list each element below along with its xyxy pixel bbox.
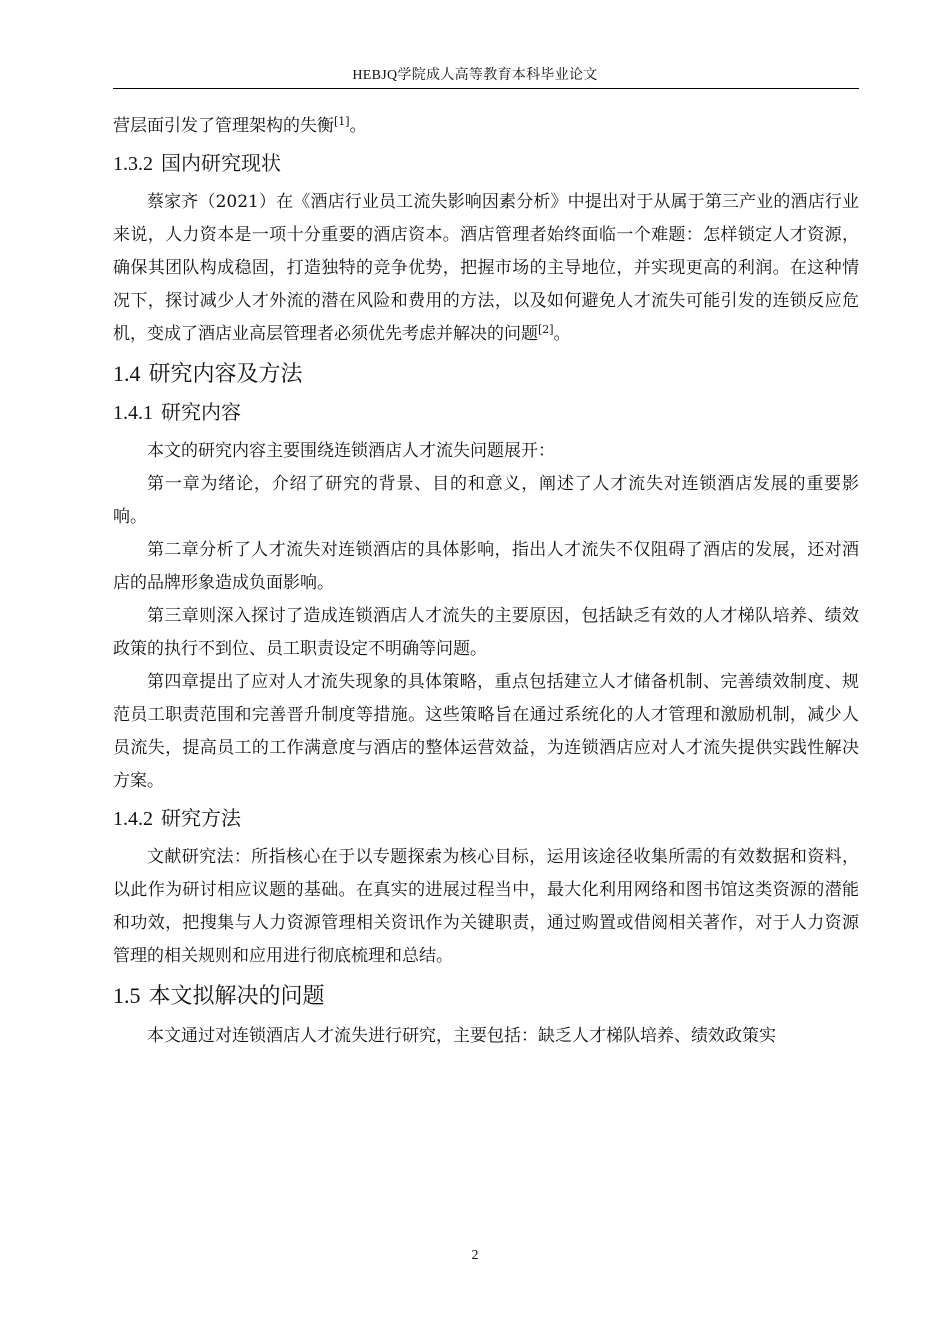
- section-number: 1.4.2: [113, 808, 153, 830]
- header-divider: [113, 88, 859, 89]
- paragraph-end: 。: [349, 116, 367, 136]
- page-number: 2: [471, 1248, 479, 1263]
- citation: [2]: [538, 323, 554, 336]
- section-number: 1.3.2: [113, 153, 153, 175]
- paragraph: 本文的研究内容主要围绕连锁酒店人才流失问题展开：: [147, 441, 555, 461]
- paragraph: 第一章为绪论，介绍了研究的背景、目的和意义，阐述了人才流失对连锁酒店发展的重要影响。: [113, 474, 859, 527]
- paragraph: 第四章提出了应对人才流失现象的具体策略，重点包括建立人才储备机制、完善绩效制度、规范员工职责范围和完善晋升制度等措施。这些策略旨在通过系统化的人才管理和激励机制，减少人员流失，提高员工的工作满意度与酒店的整体运营效益，为连锁酒店应对人才流失提供实践性解决方案。: [113, 672, 859, 791]
- paragraph-text: 蔡家齐（2021）在《酒店行业员工流失影响因素分析》中提出对于从属于第三产业的酒店行业来说，人力资本是一项十分重要的酒店资本。酒店管理者始终面临一个难题：怎样锁定人才资源，确保其团队构成稳固，打造独特的竞争优势，把握市场的主导地位，并实现更高的利润。在这种情况下，探讨减少人才外流的潜在风险和费用的方法，以及如何避免人才流失可能引发的连锁反应危机，变成了酒店业高层管理者必须优先考虑并解决的问题: [113, 192, 859, 344]
- paragraph: 第二章分析了人才流失对连锁酒店的具体影响，指出人才流失不仅阻碍了酒店的发展，还对酒店的品牌形象造成负面影响。: [113, 540, 859, 593]
- section-heading-1-5: [113, 981, 859, 1012]
- running-header: HEBJQ学院成人高等教育本科毕业论文: [352, 68, 598, 83]
- section-title: 研究内容: [161, 400, 241, 424]
- section-heading-1-4: [113, 359, 859, 390]
- paragraph: 本文通过对连锁酒店人才流失进行研究，主要包括：缺乏人才梯队培养、绩效政策实: [147, 1026, 776, 1046]
- paragraph-end: 。: [553, 324, 571, 344]
- section-heading-1-3-2: [113, 149, 859, 178]
- section-title: 国内研究现状: [161, 151, 281, 175]
- section-heading-1-4-2: [113, 804, 859, 833]
- section-number: 1.4: [113, 361, 141, 386]
- paragraph: 第三章则深入探讨了造成连锁酒店人才流失的主要原因，包括缺乏有效的人才梯队培养、绩效政策的执行不到位、员工职责设定不明确等问题。: [113, 606, 859, 659]
- paragraph-continued: [113, 110, 859, 143]
- section-heading-1-4-1: [113, 398, 859, 427]
- section-number: 1.4.1: [113, 402, 153, 424]
- paragraph: [113, 186, 859, 351]
- section-number: 1.5: [113, 983, 141, 1008]
- paragraph: 文献研究法：所指核心在于以专题探索为核心目标，运用该途径收集所需的有效数据和资料，以此作为研讨相应议题的基础。在真实的进展过程当中，最大化利用网络和图书馆这类资源的潜能和功效，把搜集与人力资源管理相关资讯作为关键职责，通过购置或借阅相关著作，对于人力资源管理的相关规则和应用进行彻底梳理和总结。: [113, 847, 859, 966]
- paragraph-text: 营层面引发了管理架构的失衡: [113, 116, 334, 136]
- citation: [1]: [334, 115, 350, 128]
- section-title: 研究内容及方法: [148, 362, 303, 387]
- section-title: 本文拟解决的问题: [148, 984, 325, 1009]
- section-title: 研究方法: [161, 806, 241, 830]
- page-body: [113, 110, 859, 1053]
